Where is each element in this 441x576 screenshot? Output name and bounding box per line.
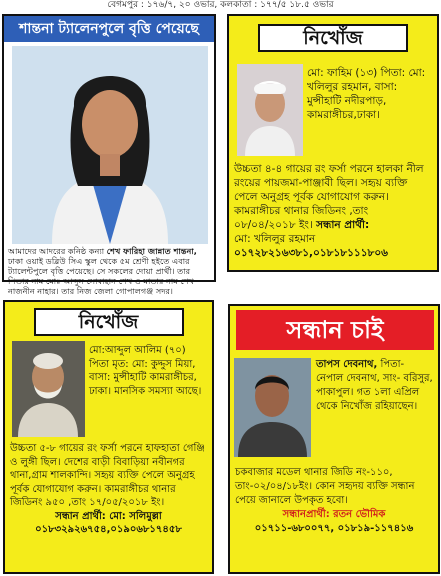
alim-details: মো:আব্দুল আলিম (৭০) পিতা মৃত: মো: কুদ্দুস মিয়া, বাসা: মুন্সীহাটি কামরাঙ্গীচর, ঢাকা। মানসিক সমস্যা আছে। <box>89 345 202 397</box>
tapas-name: তাপস দেবনাথ, <box>316 359 378 370</box>
missing-heading: নিখোঁজ <box>258 24 408 52</box>
search-notice-tapas <box>228 304 440 574</box>
fahim-details: মো: ফাহিম (১৩) পিতা: মো: খলিলুর রহমান, বাসা: মুন্সীহাটি নদীরপাড়, কামরাঙ্গীচর,ঢাকা। <box>307 67 426 121</box>
missing-heading: নিখোঁজ <box>34 308 184 336</box>
alim-description <box>10 442 207 537</box>
tapas-description <box>235 466 433 536</box>
fahim-contact-label: সন্ধান প্রার্থী: <box>316 219 370 231</box>
fahim-description-text: উচ্চতা ৪-৪ গায়ের রং ফর্সা পরনে হালকা নীল রংয়ের পায়জমা-পাঞ্জাবী ছিল। সহৃয় ব্যক্তি পেলে অনুগ্রহ পূর্বক যোগাযোগ করুন। কামরাঙ্গীচর থানার জিডিনং ,তাং ০৮/০৪/২০১৮ ইং। <box>234 163 424 231</box>
tapas-phone-numbers: ০১৭১১-৬৮০০৭৭, ০১৮১৯-১১৭৪১৬ <box>254 523 414 534</box>
fahim-description <box>234 162 432 260</box>
scholarship-text <box>8 246 210 296</box>
student-name: শেখ ফারিহা জান্নাত শান্তনা, <box>106 246 197 256</box>
page-top-line: বেগমপুর : ১৭৬/৭, ২০ ওভার, কলকাতা : ১৭৭/৫ ১৮.৫ ওভার <box>107 0 334 10</box>
tapas-details-text: পিতা- নেপাল দেবনাথ, সাং- বরিসুর, পাকাপুল। গত ১লা এপ্রিল থেকে নিখোঁজ রহিয়াছেন। <box>316 359 433 412</box>
scholarship-text-rest: ঢাকা ওয়াই ডব্লিউ সিএ স্কুল থেকে ৫ম শ্রেণী হইতে এবার ট্যালেন্টপুলে বৃত্তি পেয়েছে। সে সকলের দোয়া প্রার্থী। তার পিতার নাম মোঃ আব্দুস সোবাহান শেখ ও মাতার নাম শেখ নাজনীন নাহার। তার নিজ জেলা গোপালগঞ্জ সদর। <box>8 256 194 296</box>
missing-notice-alim <box>3 300 214 574</box>
student-photo <box>12 46 208 244</box>
tapas-details <box>316 358 434 414</box>
alim-description-text: উচ্চতা ৫-৮ গায়ের রং ফর্সা পরনে হাফহাতা গেঞ্জি ও লুঙ্গী ছিল। দেশের বাড়ী বিবাড়িয়া নবীনগর থানা,গ্রাম শালকান্দি। সহৃয় ব্যক্তি পেলে অনুগ্রহ পূর্বক যোগাযোগ করুন। কামরাঙ্গীচর থানার জিডিনং ৯৫০ ,তাং ১৭/০৫/২০১৮ ইং। <box>10 443 205 508</box>
scholarship-notice <box>2 14 216 296</box>
alim-phone-numbers: ০১৮৩২৯২৬৭৫৪,০১৯০৬৮১৭৪৫৮ <box>35 524 182 535</box>
tapas-photo <box>234 358 311 457</box>
tapas-description-text: চকবাজার মডেল থানার জিডি নং-১১০, তাং-০২/০৪/১৮ইং। কোন সহৃদয় ব্যক্তি সন্ধান পেয়ে জানালে উপকৃত হবো। <box>235 467 415 506</box>
scholarship-text-start: আমাদের আদরের কনিষ্ঠ কন্যা <box>8 246 107 256</box>
fahim-phone-numbers: ০১৭২৮২১৬৩৮১,০১৮১৮১১১৮০৬ <box>234 247 389 259</box>
fahim-contact-name: মো: খলিলুর রহমান <box>234 233 316 245</box>
alim-photo <box>12 341 85 437</box>
search-heading: সন্ধান চাই <box>236 310 434 350</box>
fahim-photo <box>237 64 303 156</box>
scholarship-title: শান্তনা ট্যালেনপুলে বৃত্তি পেয়েছে <box>4 16 214 42</box>
missing-notice-fahim <box>227 14 439 272</box>
alim-contact: সন্ধান প্রার্থী: মো: সলিমুল্লা <box>55 510 162 522</box>
tapas-contact: সন্ধানপ্রার্থী: রতন ভৌমিক <box>282 509 386 520</box>
